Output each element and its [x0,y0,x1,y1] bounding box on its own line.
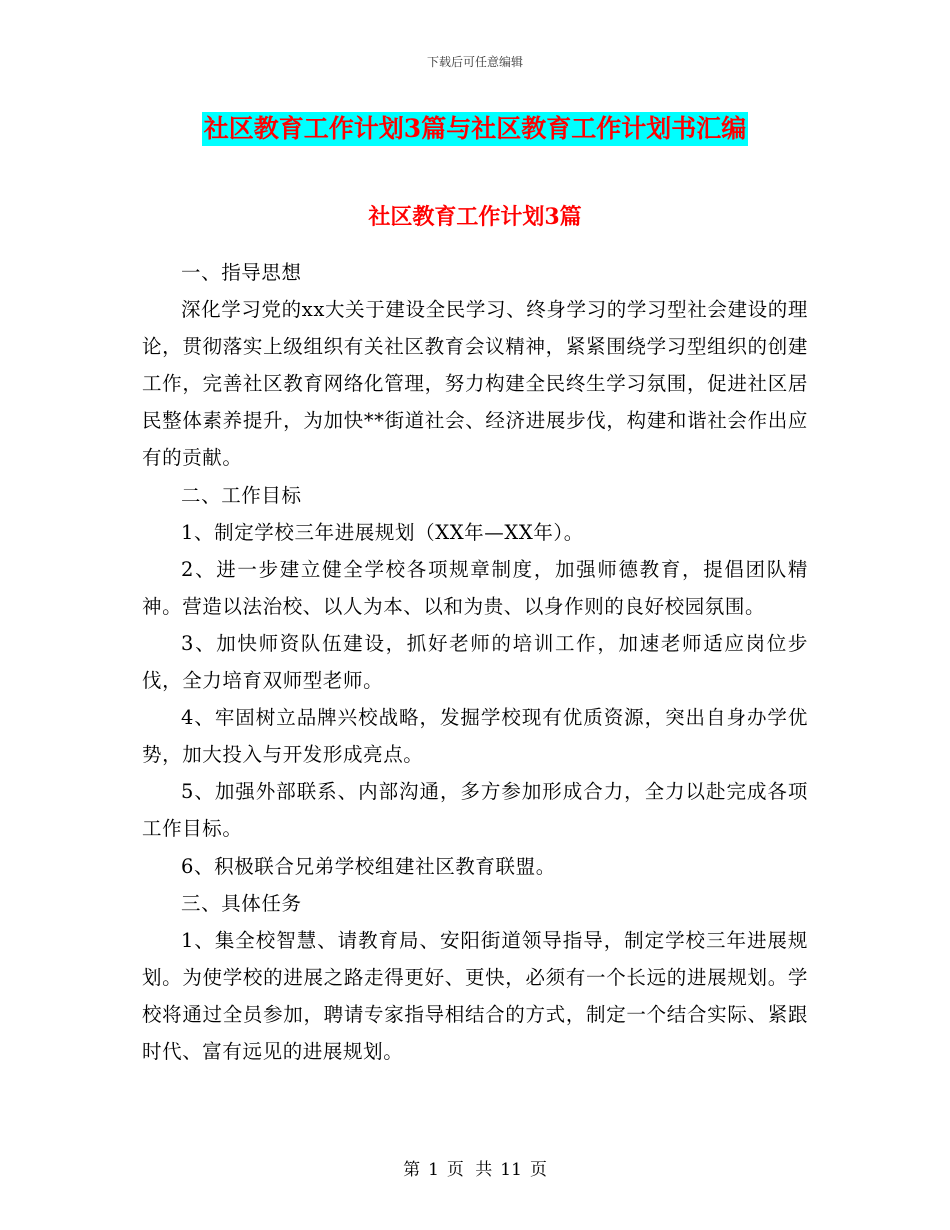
footer-middle: 页 共 [446,1160,493,1180]
header-note: 下载后可任意编辑 [426,55,523,69]
heading-guiding-ideology: 一、指导思想 [181,261,302,284]
footer-suffix: 页 [529,1160,547,1180]
heading-specific-tasks: 三、具体任务 [181,891,302,915]
task-item-1: 1、集全校智慧、请教育局、安阳街道领导指导，制定学校三年进展规划。为使学校的进展之路走得更好、更快，必须有一个长远的进展规划。学校将通过全员参加，聘请专家指导相结合的方式，制定一个结合实际、紧跟时代、富有远见的进展规划。 [142,928,808,1063]
main-title: 社区教育工作计划3篇与社区教育工作计划书汇编 [202,112,748,146]
goal-item-6: 6、积极联合兄弟学校组建社区教育联盟。 [181,854,556,878]
document-body [142,220,808,1070]
goal-item-5: 5、加强外部联系、内部沟通，多方参加形成合力，全力以赴完成各项工作目标。 [142,780,808,841]
page-footer [0,1155,950,1180]
goal-item-4: 4、牢固树立品牌兴校战略，发掘学校现有优质资源，突出自身办学优势，加大投入与开发形成亮点。 [142,706,808,767]
goal-item-1: 1、制定学校三年进展规划（XX年—XX年）。 [181,520,584,544]
footer-total-pages: 11 [500,1160,522,1180]
footer-page-number: 1 [428,1160,439,1180]
goal-item-3: 3、加快师资队伍建设，抓好老师的培训工作，加速老师适应岗位步伐，全力培育双师型老师。 [142,631,808,693]
footer-prefix: 第 [403,1160,421,1180]
section-title: 社区教育工作计划3篇 [368,204,582,230]
main-title-container [0,112,950,146]
goal-item-2: 2、进一步建立健全学校各项规章制度，加强师德教育，提倡团队精神。营造以法治校、以人为本、以和为贵、以身作则的良好校园氛围。 [142,557,808,618]
heading-work-goals: 二、工作目标 [181,483,302,507]
paragraph-guiding-ideology: 深化学习党的xx大关于建设全民学习、终身学习的学习型社会建设的理论，贯彻落实上级组织有关社区教育会议精神，紧紧围绕学习型组织的创建工作，完善社区教育网络化管理，努力构建全民终生学习氛围，促进社区居民整体素养提升，为加快**街道社会、经济进展步伐，构建和谐社会作出应有的贡献。 [142,298,808,470]
